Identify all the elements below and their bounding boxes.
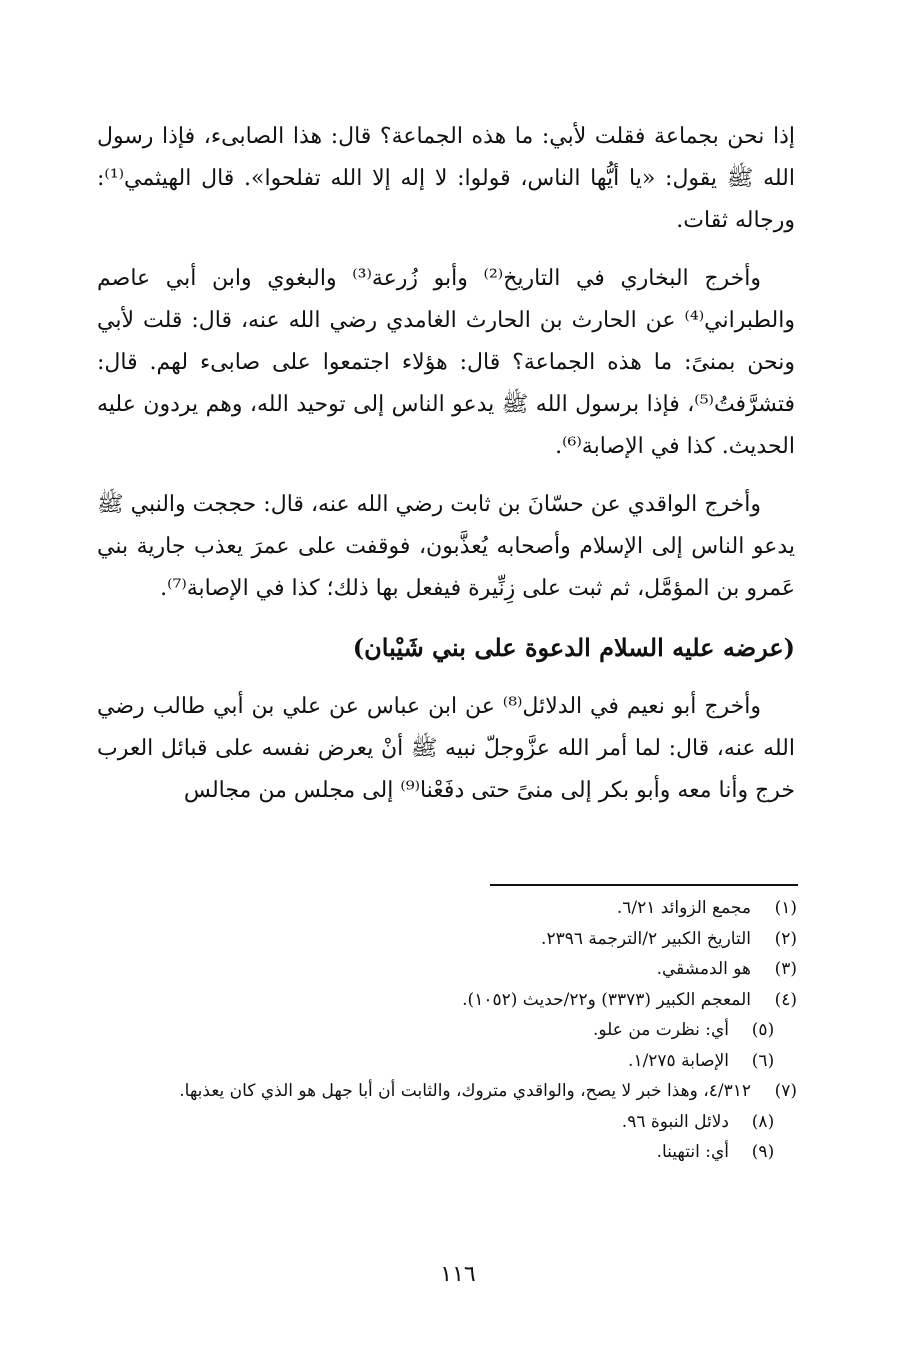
footnote-text: أي: نظرت من علو. [592,1020,729,1040]
footnote-number: (٨) [751,1111,775,1132]
footnote-text: أي: انتهينا. [656,1142,729,1162]
footnote-number: (١) [774,898,797,918]
paragraph-3: وأخرج الواقدي عن حسّانَ بن ثابت رضي الله عنه، قال: حججت والنبي ﷺ يدعو الناس إلى الإسلام وأصحابه يُعذَّبون، فوقفت على عمرَ يعذب جارية بني عَمرو بن المؤمَّل، ثم ثبت على زِنِّيرة فيفعل بها ذلك؛ كذا في الإصابة⁽⁷⁾. [97,492,795,601]
footnote-number: (٦) [751,1050,775,1071]
page-number: ١١٦ [440,1262,476,1287]
main-text [97,116,795,828]
footnote-text: هو الدمشقي. [656,959,751,979]
footnote-number: (٢) [774,928,797,949]
footnote-1 [97,893,797,924]
footnote-text: مجمع الزوائد ٦/٢١. [616,898,751,918]
footnote-text: التاريخ الكبير ٢/الترجمة ٢٣٩٦. [541,928,751,949]
footnote-text: الإصابة ١/٢٧٥. [628,1050,729,1071]
section-heading: (عرضه عليه السلام الدعوة على بني شَيْبان) [352,633,795,662]
footnote-number: (٤) [774,989,797,1010]
footnote-number: (٩) [751,1142,775,1162]
footnote-text: دلائل النبوة ٩٦. [621,1111,729,1132]
footnote-number: (٧) [774,1081,797,1101]
footnote-7 [97,1076,797,1107]
paragraph-1: إذا نحن بجماعة فقلت لأبي: ما هذه الجماعة؟ قال: هذا الصابىء، فإذا رسول الله ﷺ يقول: «يا أيُّها الناس، قولوا: لا إله إلا الله تفلحوا». قال الهيثمي⁽¹⁾: ورجاله ثقات. [97,124,795,233]
footnote-5 [97,1015,797,1046]
footnote-number: (٣) [774,959,797,979]
footnote-number: (٥) [751,1020,775,1040]
footnote-6 [97,1046,797,1077]
paragraph-4: وأخرج أبو نعيم في الدلائل⁽⁸⁾ عن ابن عباس عن علي بن أبي طالب رضي الله عنه، قال: لما أمر الله عزَّوجلّ نبيه ﷺ أنْ يعرض نفسه على قبائل العرب خرج وأنا معه وأبو بكر إلى منىً حتى دفَعْنا⁽⁹⁾ إلى مجلس من مجالس [97,694,795,803]
footnote-3 [97,954,797,985]
footnote-separator [490,884,798,886]
footnote-text: المعجم الكبير (٣٣٧٣) و٢٢/حديث (١٠٥٢). [462,989,751,1010]
footnote-8 [97,1107,797,1138]
footnote-text: ٤/٣١٢، وهذا خبر لا يصح، والواقدي متروك، والثابت أن أبا جهل هو الذي كان يعذبها. [179,1081,751,1101]
footnote-2 [97,924,797,955]
footnote-9 [97,1137,797,1168]
footnote-4 [97,985,797,1016]
footnotes [97,893,797,1168]
paragraph-2: وأخرج البخاري في التاريخ⁽²⁾ وأبو زُرعة⁽³⁾ والبغوي وابن أبي عاصم والطبراني⁽⁴⁾ عن الحارث بن الحارث الغامدي رضي الله عنه، قال: قلت لأبي ونحن بمنىً: ما هذه الجماعة؟ قال: هؤلاء اجتمعوا على صابىء لهم. قال: فتشرَّفتُ⁽⁵⁾، فإذا برسول الله ﷺ يدعو الناس إلى توحيد الله، وهم يردون عليه الحديث. كذا في الإصابة⁽⁶⁾. [97,266,795,459]
